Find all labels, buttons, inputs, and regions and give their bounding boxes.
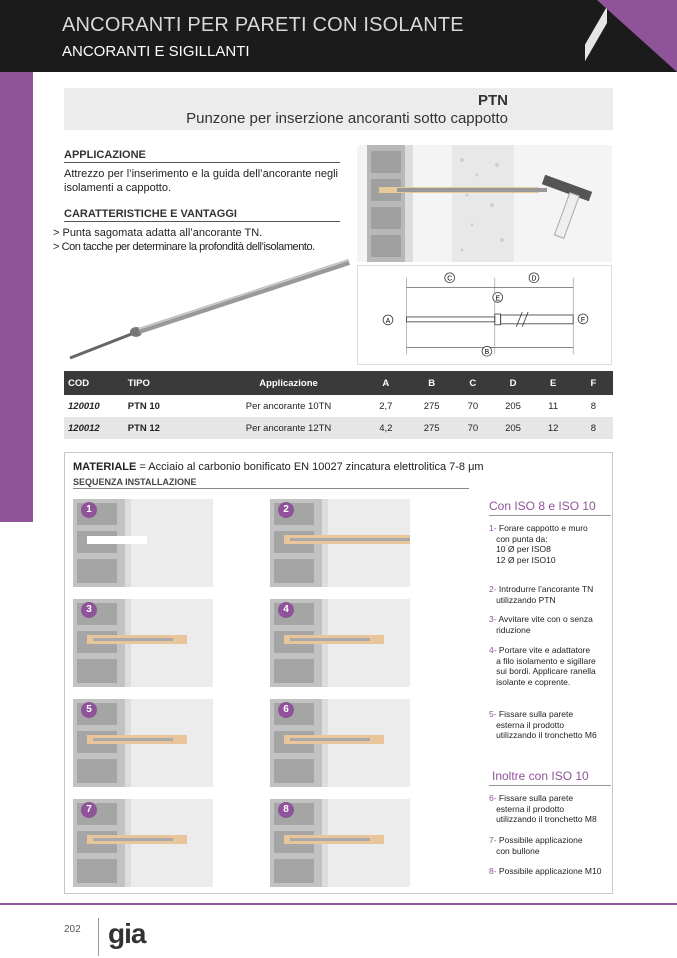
instruction-text: Fissare sulla parete esterna il prodotto utilizzando il tronchetto M8 bbox=[496, 793, 597, 824]
step-number-badge: 5 bbox=[81, 702, 97, 718]
product-table bbox=[64, 371, 613, 439]
product-code: PTN bbox=[478, 92, 508, 109]
dim-label-d: D bbox=[531, 275, 537, 283]
instruction-item bbox=[489, 793, 597, 825]
instruction-item bbox=[489, 584, 593, 605]
install-step bbox=[270, 799, 410, 887]
material-label: MATERIALE bbox=[73, 461, 137, 473]
header-corner-triangle bbox=[597, 0, 677, 72]
product-photo bbox=[357, 145, 612, 262]
cell-cod: 120012 bbox=[64, 417, 124, 439]
dim-label-b: B bbox=[484, 349, 490, 357]
step-number-badge: 1 bbox=[81, 502, 97, 518]
instruction-text: Avvitare vite con o senza riduzione bbox=[496, 614, 593, 635]
instruction-number: 2- bbox=[489, 584, 497, 594]
install-step bbox=[73, 799, 213, 887]
technical-drawing bbox=[357, 265, 612, 365]
material-line bbox=[73, 461, 484, 473]
gia-logo bbox=[108, 918, 145, 950]
material-text: = Acciaio al carbonio bonificato EN 10027 zincatura elettrolitica 7-8 μm bbox=[136, 461, 484, 473]
cell-d: 205 bbox=[505, 400, 521, 412]
cell-applicazione: Per ancorante 12TN bbox=[216, 417, 360, 439]
instruction-number: 6- bbox=[489, 793, 497, 803]
application-text: Attrezzo per l’inserimento e la guida dell’ancorante negli isolamenti a cappotto. bbox=[64, 168, 338, 194]
instruction-number: 5- bbox=[489, 709, 497, 719]
cell-b: 275 bbox=[423, 400, 440, 412]
product-name: Punzone per inserzione ancoranti sotto cappotto bbox=[186, 110, 508, 127]
instruction-item bbox=[489, 614, 593, 635]
instruction-item bbox=[489, 523, 588, 565]
cell-f: 8 bbox=[574, 417, 613, 439]
logo-text: gia bbox=[108, 918, 146, 949]
cell-c: 70 bbox=[467, 400, 479, 412]
col-f: F bbox=[574, 371, 613, 395]
cell-a: 4,2 bbox=[361, 417, 411, 439]
step-number-badge: 4 bbox=[278, 602, 294, 618]
page-number: 202 bbox=[64, 924, 81, 935]
install-step bbox=[73, 499, 213, 587]
sequence-title: SEQUENZA INSTALLAZIONE bbox=[73, 477, 469, 489]
feature-item: > Punta sagomata adatta all’ancorante TN. bbox=[53, 227, 263, 239]
instruction-text: Introdurre l’ancorante TN utilizzando PTN bbox=[496, 584, 594, 605]
dim-label-c: C bbox=[447, 275, 453, 283]
cell-applicazione: Per ancorante 10TN bbox=[245, 400, 332, 412]
cell-b: 275 bbox=[411, 417, 452, 439]
col-c: C bbox=[452, 371, 493, 395]
side-accent-bar bbox=[0, 72, 33, 522]
features-heading: CARATTERISTICHE E VANTAGGI bbox=[64, 208, 340, 222]
installation-box bbox=[64, 452, 613, 894]
cell-f: 8 bbox=[590, 400, 597, 412]
iso-divider bbox=[489, 515, 611, 516]
instruction-text: Portare vite e adattatore a filo isolamento e sigillare sui bordi. Applicare ranella isolante e coprente. bbox=[496, 645, 596, 687]
iso-10-title: Inoltre con ISO 10 bbox=[492, 769, 589, 783]
footer-separator bbox=[98, 918, 99, 956]
dim-label-f: F bbox=[580, 316, 586, 324]
instruction-number: 8- bbox=[489, 866, 497, 876]
step-number-badge: 8 bbox=[278, 802, 294, 818]
instruction-number: 7- bbox=[489, 835, 497, 845]
instruction-text: Possibile applicazione con bullone bbox=[496, 835, 583, 856]
dim-label-e: E bbox=[495, 295, 501, 303]
col-b: B bbox=[411, 371, 452, 395]
cell-e: 11 bbox=[548, 400, 559, 412]
col-d: D bbox=[493, 371, 532, 395]
dim-label-a: A bbox=[385, 317, 391, 325]
table-row bbox=[64, 417, 613, 439]
feature-item: > Con tacche per determinare la profondità dell’isolamento. bbox=[53, 241, 315, 253]
iso-8-10-title: Con ISO 8 e ISO 10 bbox=[489, 499, 596, 513]
cell-e: 12 bbox=[533, 417, 574, 439]
header-subtitle: ANCORANTI E SIGILLANTI bbox=[62, 43, 250, 60]
step-number-badge: 6 bbox=[278, 702, 294, 718]
footer-line bbox=[0, 903, 677, 905]
install-step bbox=[270, 699, 410, 787]
instruction-number: 3- bbox=[489, 614, 497, 624]
col-cod: COD bbox=[64, 371, 124, 395]
application-heading: APPLICAZIONE bbox=[64, 149, 340, 163]
instruction-number: 1- bbox=[489, 523, 497, 533]
instruction-item bbox=[489, 709, 597, 741]
iso-divider bbox=[489, 785, 611, 786]
step-number-badge: 3 bbox=[81, 602, 97, 618]
col-e: E bbox=[533, 371, 574, 395]
step-number-badge: 2 bbox=[278, 502, 294, 518]
cell-cod: 120010 bbox=[68, 400, 100, 412]
cell-d: 205 bbox=[493, 417, 532, 439]
install-step bbox=[270, 599, 410, 687]
punch-tool-image bbox=[64, 258, 354, 368]
table-row bbox=[64, 395, 613, 417]
cell-a: 2,7 bbox=[379, 400, 393, 412]
cell-tipo: PTN 10 bbox=[127, 400, 160, 412]
install-step bbox=[270, 499, 410, 587]
instruction-item bbox=[489, 866, 601, 877]
instruction-number: 4- bbox=[489, 645, 497, 655]
instruction-item bbox=[489, 645, 596, 687]
table-header-row bbox=[64, 371, 613, 395]
header-title: ANCORANTI PER PARETI CON ISOLANTE bbox=[62, 14, 464, 36]
page-header bbox=[0, 0, 677, 72]
product-title-box bbox=[64, 88, 613, 130]
cell-c: 70 bbox=[452, 417, 493, 439]
instruction-item bbox=[489, 835, 583, 856]
install-step bbox=[73, 599, 213, 687]
instruction-text: Possibile applicazione M10 bbox=[496, 866, 602, 876]
cell-tipo: PTN 12 bbox=[124, 417, 217, 439]
instruction-text: Fissare sulla parete esterna il prodotto utilizzando il tronchetto M6 bbox=[496, 709, 597, 740]
instruction-text: Forare cappotto e muro con punta da: 10 Ø per ISO8 12 Ø per ISO10 bbox=[496, 523, 588, 565]
col-tipo: TIPO bbox=[124, 371, 217, 395]
install-step bbox=[73, 699, 213, 787]
step-number-badge: 7 bbox=[81, 802, 97, 818]
col-applicazione: Applicazione bbox=[216, 371, 360, 395]
col-a: A bbox=[361, 371, 411, 395]
